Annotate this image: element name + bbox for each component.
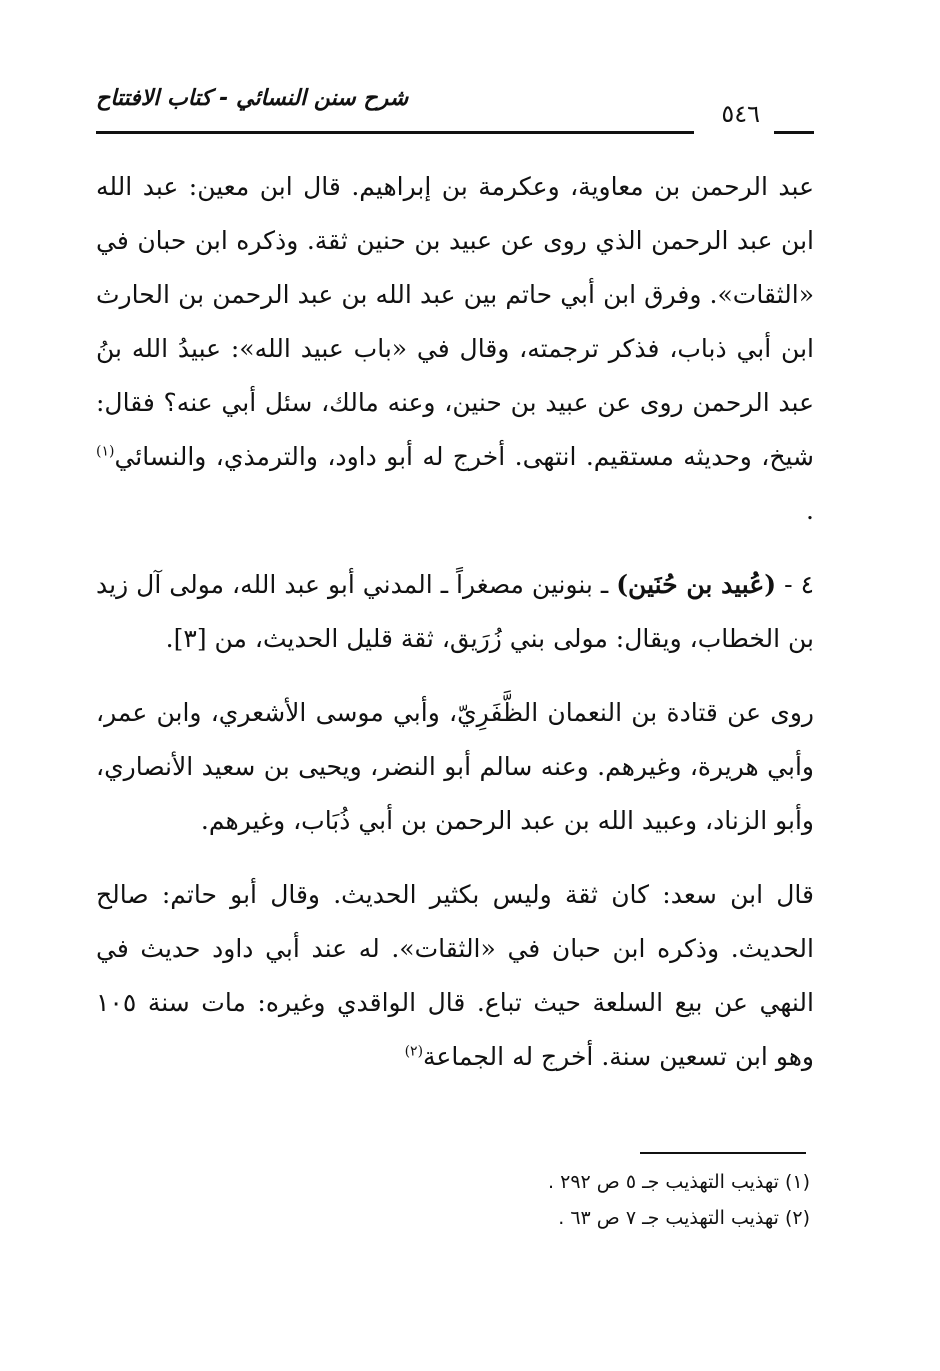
paragraph-4-text: قال ابن سعد: كان ثقة وليس بكثير الحديث. وقال أبو حاتم: صالح الحديث. وذكره ابن حبان في «الثقات». له عند أبي داود حديث في النهي عن بيع السلعة حيث تباع. قال الواقدي وغيره: مات سنة ١٠٥ وهو ابن تسعين سنة. أخرج له الجماعة xyxy=(96,880,814,1071)
paragraph-1-text: عبد الرحمن بن معاوية، وعكرمة بن إبراهيم. قال ابن معين: عبد الله ابن عبد الرحمن الذي روى عن عبيد بن حنين ثقة. وذكره ابن حبان في «الثقات». وفرق ابن أبي حاتم بين عبد الله بن عبد الرحمن بن الحارث ابن أبي ذباب، فذكر ترجمته، وقال في «باب عبيد الله»: عبيدُ الله بنُ عبد الرحمن روى عن عبيد بن حنين، وعنه مالك، سئل أبي عنه؟ فقال: شيخ، وحديثه مستقيم. انتهى. أخرج له أبو داود، والترمذي، والنسائي xyxy=(96,172,814,471)
footnote-ref-2[interactable]: (٢) xyxy=(404,1043,424,1060)
footnotes xyxy=(96,1164,810,1236)
paragraph-1-end: . xyxy=(806,496,814,525)
page-number: ٥٤٦ xyxy=(721,100,760,128)
page-header xyxy=(96,76,814,136)
paragraph-2 xyxy=(96,558,814,666)
footnote-ref-1[interactable]: (١) xyxy=(96,443,115,460)
paragraph-1 xyxy=(96,160,814,538)
footnote-2: (٢) تهذيب التهذيب جـ ٧ ص ٦٣ . xyxy=(558,1207,810,1229)
paragraph-2-text: ـ بنونين مصغراً ـ المدني أبو عبد الله، مولى آل زيد بن الخطاب، ويقال: مولى بني زُرَيق، ثقة قليل الحديث، من [٣]. xyxy=(96,570,814,653)
page-number-rule xyxy=(774,131,814,134)
footnote-rule xyxy=(640,1152,806,1154)
book-title: شرح سنن النسائي - كتاب الافتتاح xyxy=(96,86,409,111)
header-rule xyxy=(96,131,694,134)
footnote-1: (١) تهذيب التهذيب جـ ٥ ص ٢٩٢ . xyxy=(548,1171,810,1193)
paragraph-4 xyxy=(96,868,814,1084)
narrator-name: (عُبيد بن حُنَين) xyxy=(616,570,777,599)
paragraph-3: روى عن قتادة بن النعمان الظَّفَرِيّ، وأبي موسى الأشعري، وابن عمر، وأبي هريرة، وغيرهم. وعنه سالم أبو النضر، ويحيى بن سعيد الأنصاري، وأبو الزناد، وعبيد الله بن عبد الرحمن بن أبي ذُبَاب، وغيرهم. xyxy=(96,698,814,835)
main-text xyxy=(96,160,814,1084)
entry-number: ٤ - xyxy=(776,570,814,599)
